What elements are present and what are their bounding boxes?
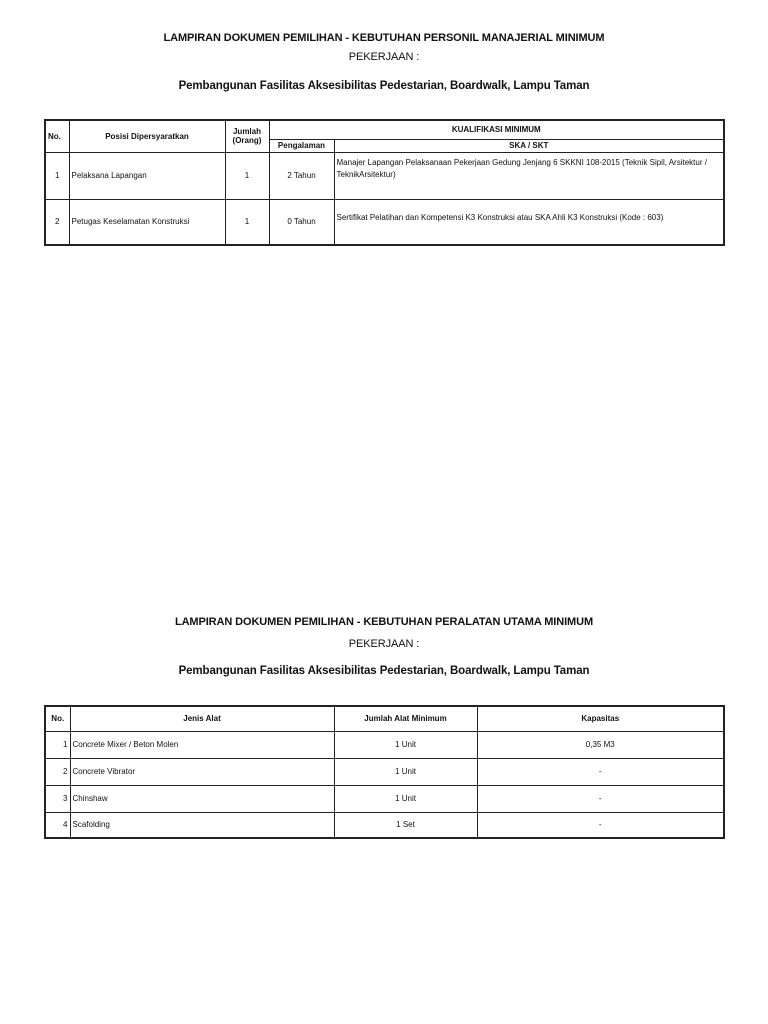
row-no: 4 (45, 812, 70, 838)
header-no: No. (45, 120, 69, 152)
table-row (45, 152, 724, 199)
row-posisi: Pelaksana Lapangan (69, 152, 225, 199)
equipment-table (44, 705, 725, 839)
header-no: No. (45, 706, 70, 731)
row-no: 1 (45, 731, 70, 758)
row-no: 3 (45, 785, 70, 812)
table-row (45, 731, 724, 758)
row-jenis: Concrete Vibrator (70, 758, 334, 785)
table-row (45, 199, 724, 245)
row-pengalaman: 2 Tahun (269, 152, 334, 199)
equipment-project-name: Pembangunan Fasilitas Aksesibilitas Pedestarian, Boardwalk, Lampu Taman (178, 665, 590, 677)
row-no: 2 (45, 199, 69, 245)
row-kapasitas: - (477, 785, 724, 812)
row-jenis: Chinshaw (70, 785, 334, 812)
header-pengalaman: Pengalaman (269, 139, 334, 152)
header-jenis: Jenis Alat (70, 706, 334, 731)
table-row (45, 758, 724, 785)
header-ska: SKA / SKT (334, 139, 724, 152)
row-jumlah: 1 (225, 199, 269, 245)
row-kapasitas: 0,35 M3 (477, 731, 724, 758)
row-no: 1 (45, 152, 69, 199)
table-row (45, 812, 724, 838)
personnel-pekerjaan-label: PEKERJAAN : (348, 51, 420, 63)
row-ska: Sertifikat Pelatihan dan Kompetensi K3 Konstruksi atau SKA Ahli K3 Konstruksi (Kode : 603) (334, 199, 724, 245)
row-posisi: Petugas Keselamatan Konstruksi (69, 199, 225, 245)
row-jenis: Scafolding (70, 812, 334, 838)
personnel-project-name: Pembangunan Fasilitas Aksesibilitas Pedestarian, Boardwalk, Lampu Taman (178, 80, 590, 92)
header-jumlah: Jumlah (Orang) (225, 120, 269, 152)
personnel-table (44, 119, 725, 246)
row-kapasitas: - (477, 758, 724, 785)
equipment-pekerjaan-label: PEKERJAAN : (348, 638, 420, 650)
row-jumlah: 1 Unit (334, 758, 477, 785)
row-jumlah: 1 (225, 152, 269, 199)
row-jumlah: 1 Unit (334, 731, 477, 758)
row-ska: Manajer Lapangan Pelaksanaan Pekerjaan Gedung Jenjang 6 SKKNI 108-2015 (Teknik Sipil, Arsitektur / TeknikArsitektur) (334, 152, 724, 199)
row-jumlah: 1 Set (334, 812, 477, 838)
equipment-title: LAMPIRAN DOKUMEN PEMILIHAN - KEBUTUHAN PERALATAN UTAMA MINIMUM (174, 616, 594, 628)
row-no: 2 (45, 758, 70, 785)
header-posisi: Posisi Dipersyaratkan (69, 120, 225, 152)
personnel-title: LAMPIRAN DOKUMEN PEMILIHAN - KEBUTUHAN PERSONIL MANAJERIAL MINIMUM (163, 32, 605, 44)
header-jumlah: Jumlah Alat Minimum (334, 706, 477, 731)
table-row (45, 785, 724, 812)
row-pengalaman: 0 Tahun (269, 199, 334, 245)
row-jumlah: 1 Unit (334, 785, 477, 812)
header-kapasitas: Kapasitas (477, 706, 724, 731)
row-kapasitas: - (477, 812, 724, 838)
row-jenis: Concrete Mixer / Beton Molen (70, 731, 334, 758)
header-kualifikasi: KUALIFIKASI MINIMUM (269, 120, 724, 139)
